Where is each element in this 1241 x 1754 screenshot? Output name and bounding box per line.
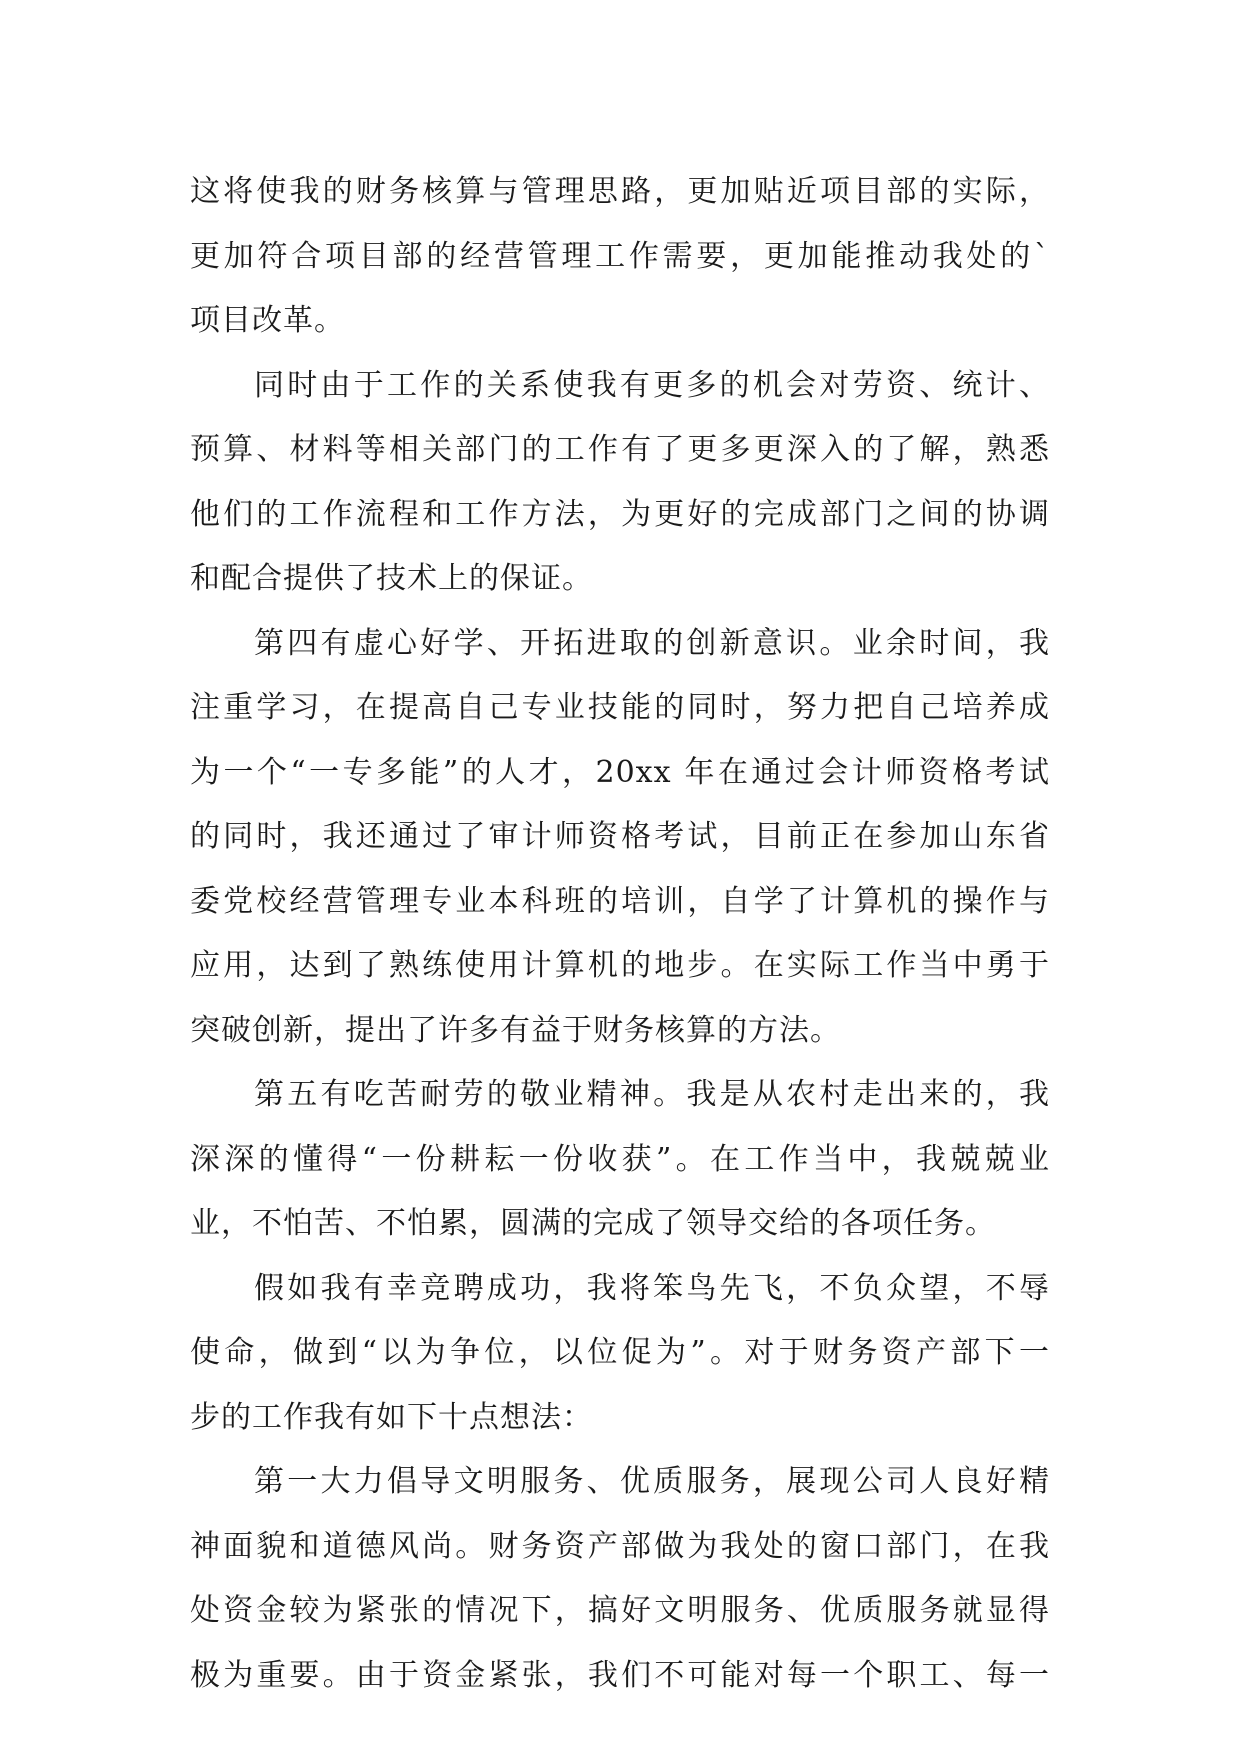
text-line: 突破创新，提出了许多有益于财务核算的方法。 (190, 1012, 841, 1048)
text-line: 应用，达到了熟练使用计算机的地步。在实际工作当中勇于 (190, 948, 1050, 983)
paragraph-first-line: 第五有吃苦耐劳的敬业精神。我是从农村走出来的，我 (254, 1077, 1050, 1112)
text-line: 深深的懂得“一份耕耘一份收获”。在工作当中，我兢兢业 (190, 1141, 1050, 1177)
paragraph-first-line: 第一大力倡导文明服务、优质服务，展现公司人良好精 (254, 1464, 1050, 1499)
text-line: 的同时，我还通过了审计师资格考试，目前正在参加山东省 (190, 819, 1050, 854)
text-line: 和配合提供了技术上的保证。 (190, 561, 593, 596)
text-line: 注重学习，在提高自己专业技能的同时，努力把自己培养成 (190, 690, 1050, 725)
text-line: 业，不怕苦、不怕累，圆满的完成了领导交给的各项任务。 (190, 1206, 996, 1241)
document-page (190, 160, 1050, 1708)
text-line: 为一个“一专多能”的人才，20xx 年在通过会计师资格考试 (190, 754, 1050, 790)
text-line: 这将使我的财务核算与管理思路，更加贴近项目部的实际， (190, 174, 1050, 209)
text-line: 他们的工作流程和工作方法，为更好的完成部门之间的协调 (190, 496, 1050, 532)
paragraph-first-line: 假如我有幸竞聘成功，我将笨鸟先飞，不负众望，不辱 (254, 1270, 1050, 1306)
text-line: 预算、材料等相关部门的工作有了更多更深入的了解，熟悉 (190, 432, 1050, 467)
text-line: 使命，做到“以为争位，以位促为”。对于财务资产部下一 (190, 1335, 1050, 1370)
text-line: 处资金较为紧张的情况下，搞好文明服务、优质服务就显得 (190, 1593, 1050, 1628)
text-line: 极为重要。由于资金紧张，我们不可能对每一个职工、每一 (190, 1657, 1050, 1693)
text-line: 项目改革。 (190, 303, 345, 338)
text-line: 更加符合项目部的经营管理工作需要，更加能推动我处的` (190, 238, 1050, 274)
text-line: 委党校经营管理专业本科班的培训，自学了计算机的操作与 (190, 883, 1050, 919)
paragraph-first-line: 同时由于工作的关系使我有更多的机会对劳资、统计、 (254, 367, 1050, 403)
text-line: 步的工作我有如下十点想法： (190, 1399, 593, 1435)
text-line: 神面貌和道德风尚。财务资产部做为我处的窗口部门，在我 (190, 1528, 1050, 1564)
paragraph-first-line: 第四有虚心好学、开拓进取的创新意识。业余时间，我 (254, 625, 1050, 661)
